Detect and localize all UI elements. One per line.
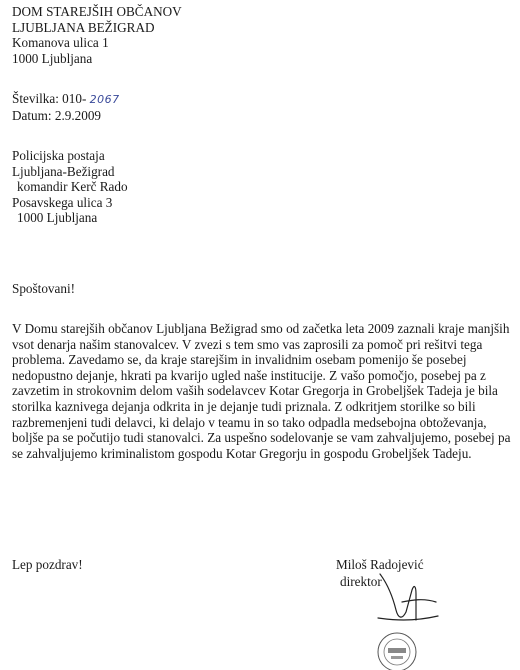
official-stamp bbox=[374, 628, 420, 670]
recipient-line1: Policijska postaja bbox=[12, 148, 105, 163]
recipient-block bbox=[12, 148, 128, 226]
body-line: storilka kaznivega dejanja odkrita in je dejanje tudi priznala. Z odkritjem storilke so bili bbox=[12, 398, 476, 414]
recipient-line5: 1000 Ljubljana bbox=[17, 210, 98, 225]
body-line: se zahvaljujemo kriminalistom gospodu Kotar Gregorju in gospodu Grobeljšek Tadeju. bbox=[12, 445, 472, 461]
letter-body bbox=[12, 321, 511, 461]
handwritten-signature bbox=[372, 562, 442, 624]
sender-city: 1000 Ljubljana bbox=[12, 50, 93, 66]
body-line: zavzetim in strokovnim delom vaših sodelavcev Kotar Gregorja in Grobeljšek Tadeja je bila bbox=[12, 383, 498, 399]
sender-street: Komanova ulica 1 bbox=[12, 35, 109, 50]
sender-block bbox=[12, 4, 182, 66]
signer-title: direktor bbox=[340, 573, 382, 589]
body-line: problema. Zavedamo se, da kraje starejšim in invalidnim osebam pomenijo še posebej bbox=[12, 352, 467, 368]
recipient-line2: Ljubljana-Bežigrad bbox=[12, 163, 115, 179]
sender-name-line2: LJUBLJANA BEŽIGRAD bbox=[12, 19, 155, 35]
recipient-line4: Posavskega ulica 3 bbox=[12, 194, 113, 210]
body-line: vsot denarja našim stanovalcev. V zvezi s tem smo vas zaprosili za pomoč pri rešitvi tega bbox=[12, 336, 483, 352]
body-line: nedopustno dejanje, hkrati pa kvarijo ugled naše institucije. Z vašo pomočjo, posebej pa z bbox=[12, 367, 486, 383]
body-line: V Domu starejših občanov Ljubljana Bežigrad smo od začetka leta 2009 zaznali kraje manjših bbox=[12, 321, 510, 336]
sender-name-line1: DOM STAREJŠIH OBČANOV bbox=[12, 4, 182, 19]
recipient-line3: komandir Kerč Rado bbox=[17, 179, 128, 194]
reference-block bbox=[12, 91, 120, 123]
closing-text: Lep pozdrav! bbox=[12, 557, 83, 572]
body-line: boljše pa se počutijo tudi stanovalci. Za uspešno sodelovanje se vam zahvaljujemo, posebej pa bbox=[12, 430, 511, 446]
body-line: razbremenjeni tudi delavci, ki delajo v teamu in so tako odpadla medsebojna obtoževanja, bbox=[12, 414, 487, 430]
signer-name: Miloš Radojević bbox=[336, 557, 424, 572]
letter-date: Datum: 2.9.2009 bbox=[12, 107, 102, 123]
reference-number-label: Številka: 010- bbox=[12, 91, 87, 106]
greeting: Spoštovani! bbox=[12, 281, 76, 296]
reference-number bbox=[12, 91, 120, 108]
reference-number-handwritten: 2067 bbox=[89, 93, 120, 106]
